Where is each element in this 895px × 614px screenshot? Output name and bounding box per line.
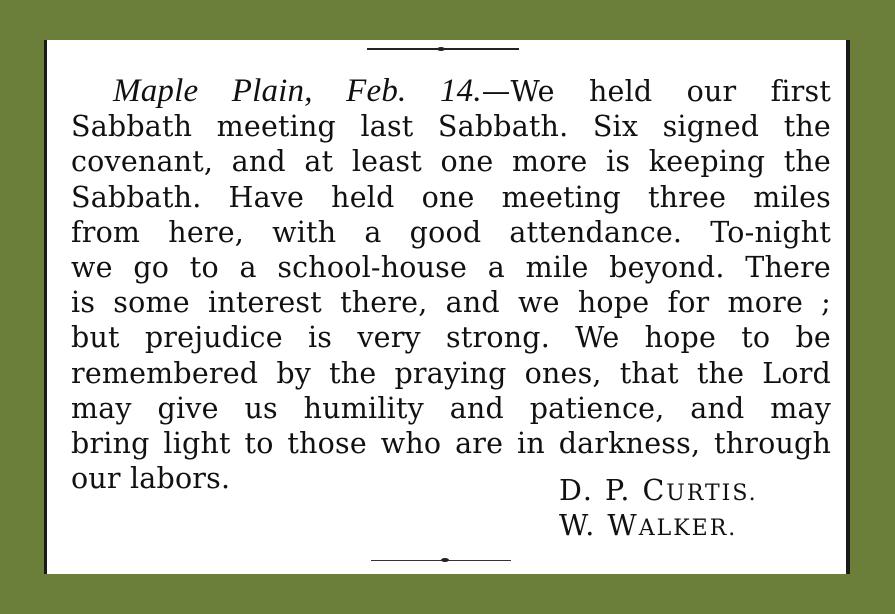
article-line: may give us humility and patience, and may [71, 391, 831, 425]
top-ornament-rule [367, 48, 519, 50]
dateline: Maple Plain, Feb. 14. [113, 73, 482, 109]
bottom-ornament-rule [371, 560, 511, 561]
article-line: from here, with a good attendance. To-night [71, 215, 831, 249]
article-line-text: —We held our first [481, 75, 831, 108]
article-line: covenant, and at least one more is keeping the [71, 145, 831, 179]
signature-initials: W. W [559, 509, 639, 542]
newspaper-clipping [44, 40, 850, 574]
article-line: we go to a school-house a mile beyond. There [71, 251, 831, 285]
rule-ornament-dot [441, 558, 449, 562]
signature-walker [559, 509, 737, 542]
article-line: but prejudice is very strong. We hope to be [71, 321, 831, 355]
signature-surname-rest: ALKER. [638, 516, 738, 541]
article-body [71, 74, 831, 496]
signature-initials: D. P. C [559, 474, 667, 507]
article-line: our labors. [71, 462, 231, 496]
article-line: bring light to those who are in darkness, through [71, 427, 831, 461]
article-line: Sabbath. Have held one meeting three miles [71, 180, 831, 214]
rule-ornament-dot [437, 47, 445, 51]
signature-surname-rest: URTIS. [666, 481, 758, 506]
signature-curtis [559, 474, 758, 507]
article-line [71, 74, 831, 109]
article-line: remembered by the praying ones, that the Lord [71, 356, 831, 390]
article-line: Sabbath meeting last Sabbath. Six signed the [71, 110, 831, 144]
article-line: is some interest there, and we hope for more ; [71, 286, 831, 320]
